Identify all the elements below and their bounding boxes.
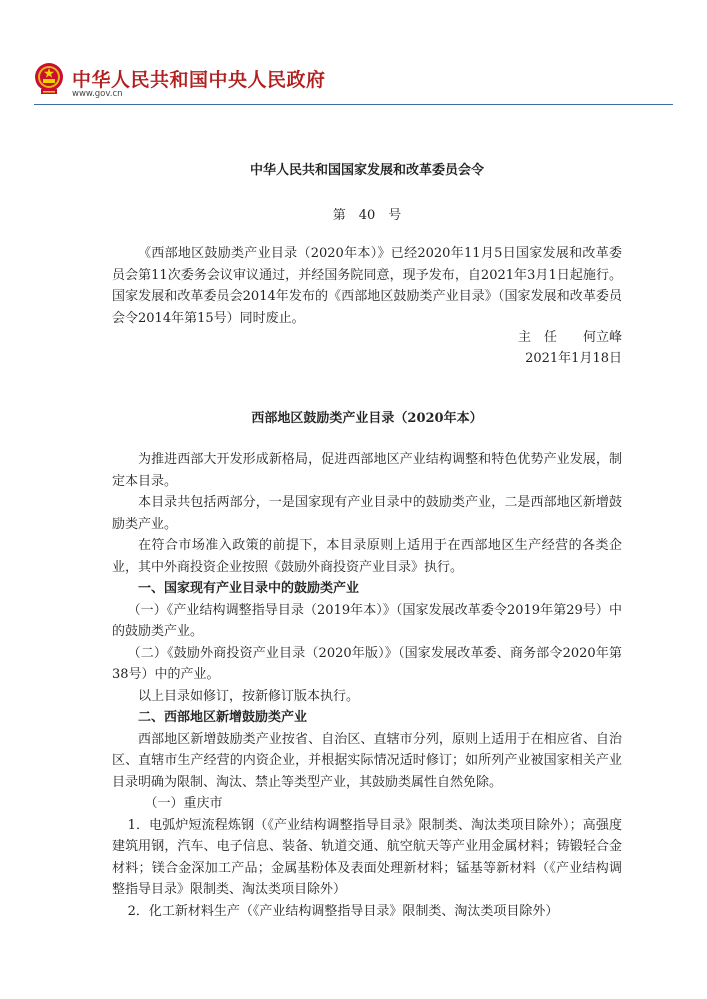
catalog-paragraph: （一）《产业结构调整指导目录（2019年本）》（国家发展改革委令2019年第29号）中的鼓励类产业。 bbox=[112, 602, 622, 639]
section-heading: 二、西部地区新增鼓励类产业 bbox=[138, 710, 308, 725]
catalog-title: 西部地区鼓励类产业目录（2020年本） bbox=[251, 411, 483, 426]
list-item: 2．化工新材料生产（《产业结构调整指导目录》限制类、淘汰类项目除外） bbox=[127, 903, 559, 919]
catalog-paragraph: 西部地区新增鼓励类产业按省、自治区、直辖市分列，原则上适用于在相应省、自治区、直辖市生产经营的内资企业，并根据实际情况适时修订；如所列产业被国家相关产业目录明确为限制、淘汰、禁止等类型产业，其鼓励类属性自然免除。 bbox=[112, 731, 622, 790]
catalog-paragraph: 为推进西部大开发形成新格局，促进西部地区产业结构调整和特色优势产业发展，制定本目录。 bbox=[112, 452, 622, 489]
order-signer: 主 任 何立峰 bbox=[517, 330, 622, 345]
catalog-paragraph: （二）《鼓励外商投资产业目录（2020年版）》（国家发展改革委、商务部令2020年第38号）中的产业。 bbox=[112, 645, 622, 682]
list-item: 1．电弧炉短流程炼钢（《产业结构调整指导目录》限制类、淘汰类项目除外）；高强度建筑用钢，汽车、电子信息、装备、轨道交通、航空航天等产业用金属材料；铸锻轻合金材料；镁合金深加工产品；金属基粉体及表面处理新材料；锰基等新材料（《产业结构调整指导目录》限制类、淘汰类项目除外） bbox=[112, 817, 622, 897]
section-heading: 一、国家现有产业目录中的鼓励类产业 bbox=[138, 581, 360, 596]
catalog-paragraph: 以上目录如修订，按新修订版本执行。 bbox=[138, 688, 360, 704]
site-header bbox=[34, 62, 674, 102]
subsection-heading: （一）重庆市 bbox=[144, 796, 223, 811]
catalog-paragraph: 在符合市场准入政策的前提下，本目录原则上适用于在西部地区生产经营的各类企业，其中外商投资企业按照《鼓励外商投资产业目录》执行。 bbox=[112, 538, 622, 575]
site-name[interactable]: 中华人民共和国中央人民政府 bbox=[72, 69, 326, 91]
catalog-paragraph: 本目录共包括两部分，一是国家现有产业目录中的鼓励类产业，二是西部地区新增鼓励类产业。 bbox=[112, 495, 622, 532]
header-divider bbox=[34, 104, 673, 105]
order-title: 中华人民共和国国家发展和改革委员会令 bbox=[249, 163, 484, 178]
catalog-body bbox=[112, 449, 622, 922]
national-emblem-icon bbox=[34, 62, 64, 96]
order-paragraph: 《西部地区鼓励类产业目录（2020年本）》已经2020年11月5日国家发展和改革委员会第11次委务会议审议通过，并经国务院同意，现予发布，自2021年3月1日起施行。国家发展和改革委员会2014年发布的《西部地区鼓励类产业目录》（国家发展和改革委员会令2014年第15号）同时废止。 bbox=[112, 246, 622, 326]
order-date: 2021年1月18日 bbox=[525, 351, 622, 366]
order-number: 第 40 号 bbox=[332, 208, 402, 223]
site-url[interactable]: www.gov.cn bbox=[72, 89, 123, 99]
